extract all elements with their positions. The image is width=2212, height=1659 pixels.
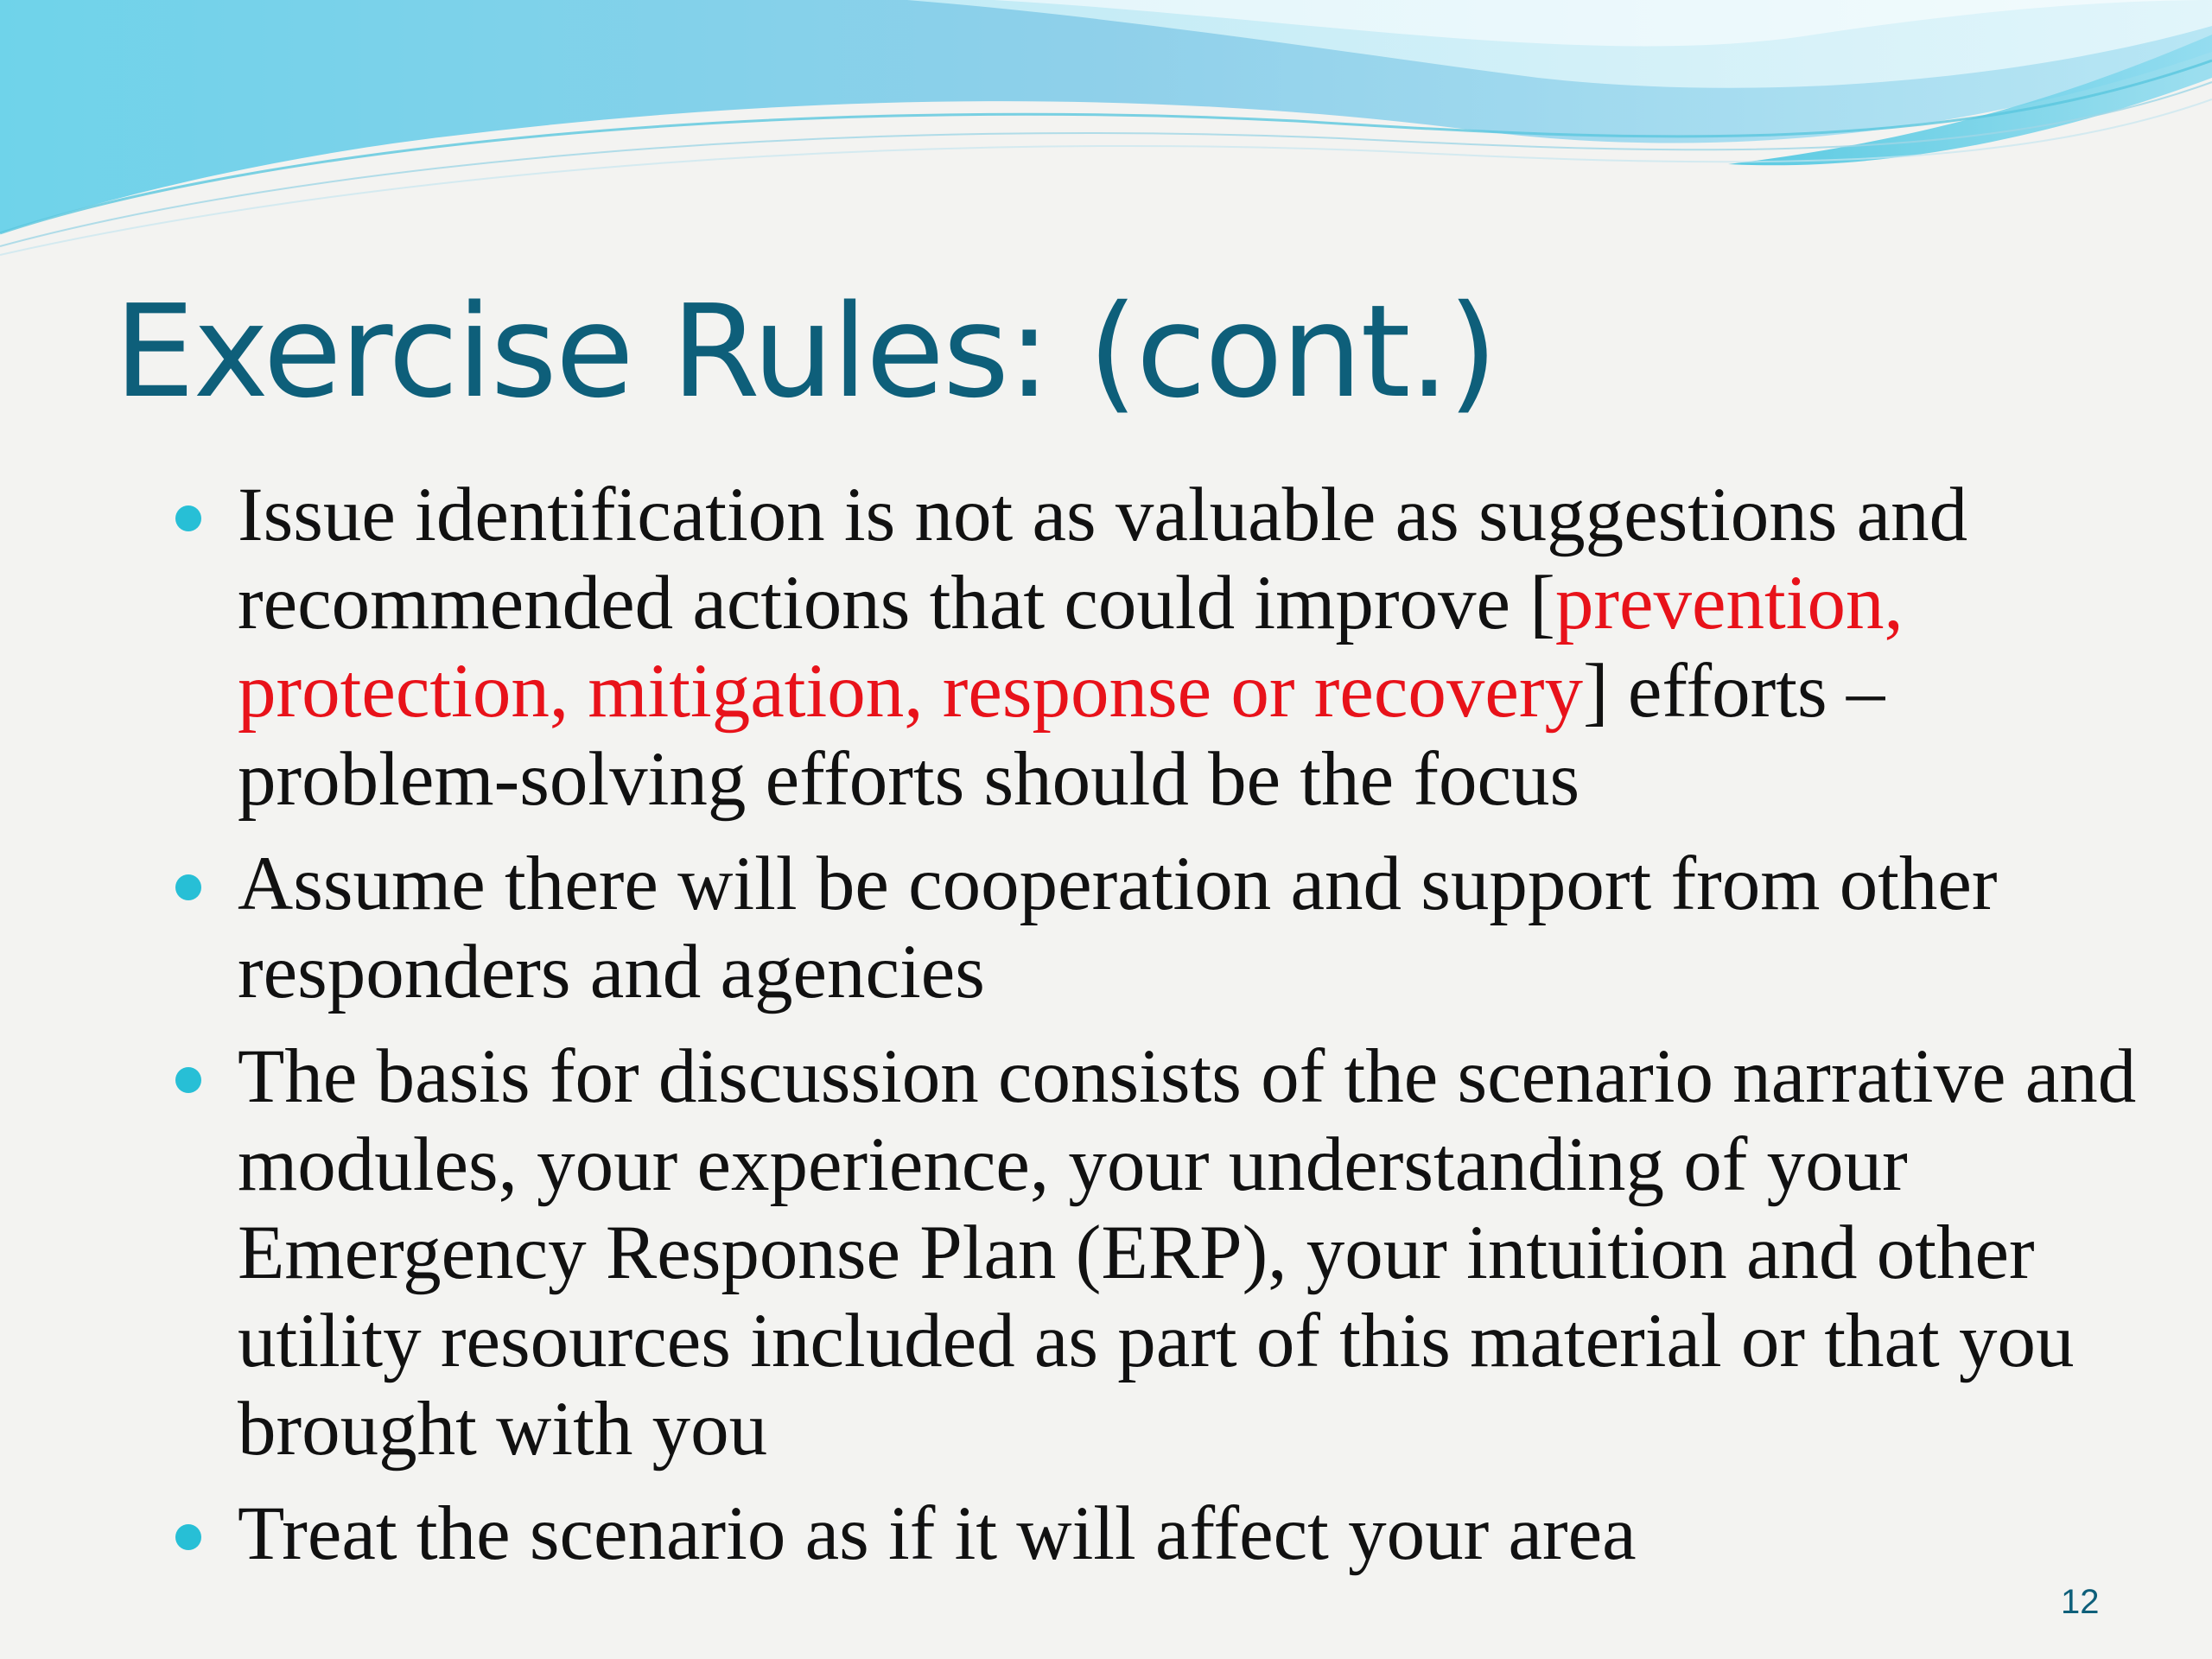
slide-title: Exercise Rules: (cont.): [114, 277, 1497, 426]
bullet-dot-icon: [175, 1067, 201, 1093]
bullet-list: [238, 471, 2173, 1594]
header-wave-decoration: [0, 0, 2212, 276]
bullet-dot-icon: [175, 1524, 201, 1550]
bullet-item: [238, 840, 2173, 1016]
bullet-text-post: ] efforts – problem-solving efforts should be the focus: [238, 649, 1885, 822]
bullet-text-pre: Issue identification is not as valuable as suggestions and recommended actions that could improve [: [238, 473, 1968, 645]
bullet-dot-icon: [175, 874, 201, 900]
bullet-item: [238, 1490, 2173, 1578]
bullet-item: [238, 1033, 2173, 1473]
bullet-text: Assume there will be cooperation and support from other responders and agencies: [238, 842, 1998, 1014]
bullet-item: [238, 471, 2173, 823]
bullet-text-highlight: prevention, protection, mitigation, response or recovery: [238, 561, 1904, 734]
bullet-text: Treat the scenario as if it will affect your area: [238, 1491, 1637, 1576]
bullet-text: The basis for discussion consists of the scenario narrative and modules, your experience, your understanding of your Emergency Response Plan (ERP), your intuition and other utility resources included as part of this material or that you brought with you: [238, 1034, 2137, 1471]
bullet-dot-icon: [175, 505, 201, 531]
page-number: 12: [2061, 1583, 2100, 1621]
